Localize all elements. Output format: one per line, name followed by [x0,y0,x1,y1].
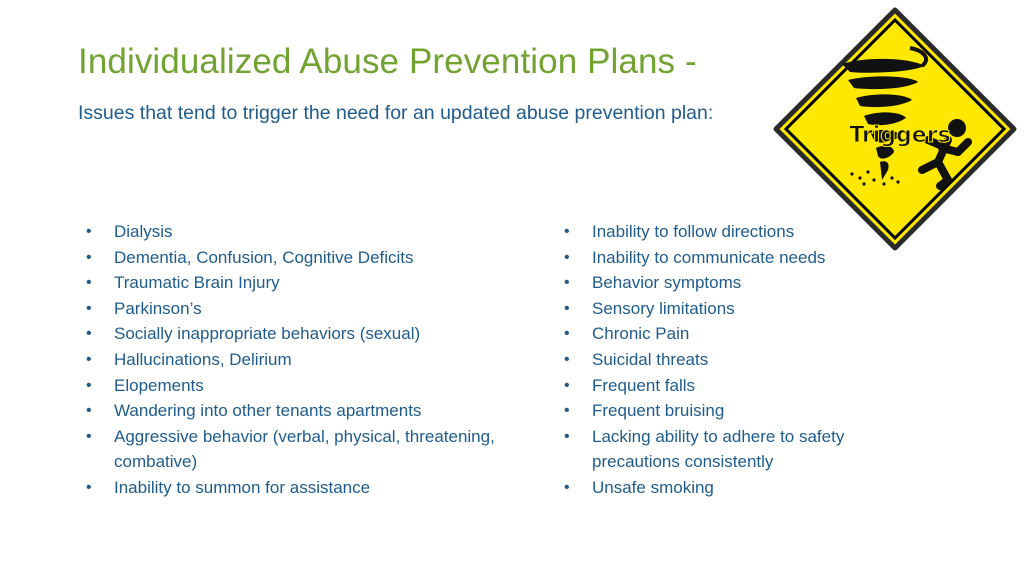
list-item-text: Traumatic Brain Injury [114,273,280,293]
list-item-text: Sensory limitations [592,298,735,318]
list-item [86,424,516,475]
list-item-text: Aggressive behavior (verbal, physical, threatening, combative) [114,426,495,472]
bullet-icon: • [564,274,570,292]
list-item-text: Inability to summon for assistance [114,477,371,497]
bullet-icon: • [86,325,92,343]
list-item [564,347,894,373]
bullet-icon: • [86,350,92,368]
bullet-icon: • [86,223,92,240]
bullet-icon: • [564,325,570,343]
list-item-text: Frequent falls [592,375,695,395]
list-item [86,245,516,271]
list-item-text: Inability to communicate needs [592,247,826,267]
list-item-text: Wandering into other tenants apartments [114,401,422,421]
list-item [86,321,516,347]
list-item [564,296,894,322]
triggers-warning-sign-icon [772,6,1018,252]
list-item-text: Behavior symptoms [592,273,742,293]
right-bullet-list [564,219,894,501]
bullet-icon: • [86,402,92,420]
bullet-icon: • [86,248,92,266]
bullet-icon: • [86,478,92,496]
list-item-text: Socially inappropriate behaviors (sexual) [114,324,421,344]
bullet-icon: • [564,350,570,368]
list-item-text: Lacking ability to adhere to safety precautions consistently [592,426,845,472]
sign-label: Triggers [849,123,951,148]
list-item-text: Suicidal threats [592,349,709,369]
list-item-text: Inability to follow directions [592,222,795,241]
bullet-icon: • [86,299,92,317]
list-item [86,398,516,424]
bullet-icon: • [564,299,570,317]
bullet-icon: • [86,274,92,292]
list-item [86,475,516,501]
slide-subtitle: Issues that tend to trigger the need for an updated abuse prevention plan: [78,102,714,124]
list-item-text: Frequent bruising [592,401,725,421]
list-item-text: Unsafe smoking [592,477,714,497]
list-item [86,219,516,245]
bullet-icon: • [564,223,570,240]
bullet-icon: • [564,427,570,445]
bullet-icon: • [564,478,570,496]
list-item [564,373,894,399]
left-bullet-list [86,219,516,501]
list-item-text: Elopements [114,375,204,395]
slide-title: Individualized Abuse Prevention Plans - [78,42,697,81]
bullet-icon: • [564,376,570,394]
list-item [86,373,516,399]
list-item-text: Chronic Pain [592,324,690,344]
list-item [86,347,516,373]
list-item [86,296,516,322]
list-item [564,270,894,296]
bullet-icon: • [564,248,570,266]
list-item-text: Hallucinations, Delirium [114,349,292,369]
list-item-text: Dementia, Confusion, Cognitive Deficits [114,247,414,267]
list-item [564,475,894,501]
list-item [564,424,894,475]
list-item [564,398,894,424]
bullet-icon: • [86,427,92,445]
list-item [564,321,894,347]
list-item-text: Parkinson’s [114,298,202,318]
list-item-text: Dialysis [114,222,173,241]
list-item [86,270,516,296]
bullet-icon: • [564,402,570,420]
bullet-icon: • [86,376,92,394]
